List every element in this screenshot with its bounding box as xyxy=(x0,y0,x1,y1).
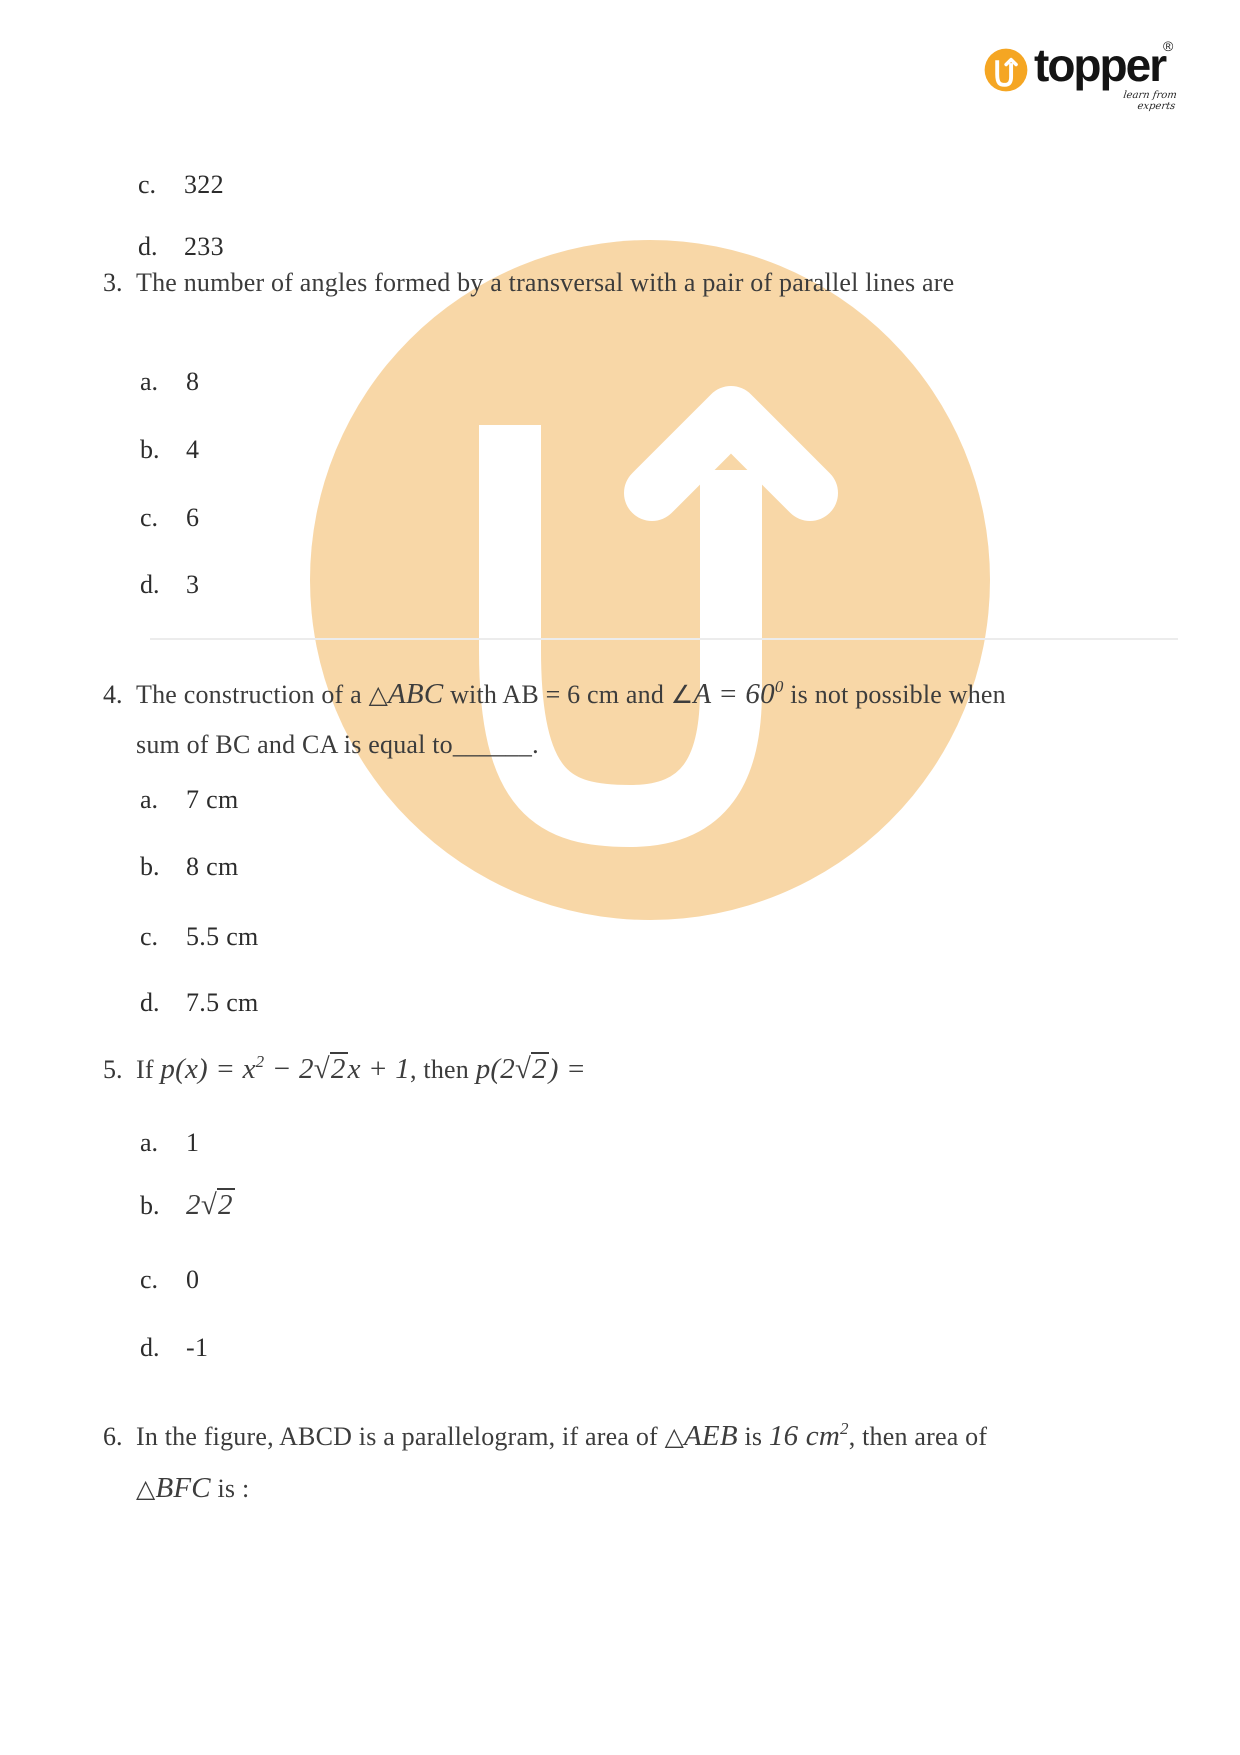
text-segment: , then xyxy=(410,1055,476,1084)
option-value: 1 xyxy=(186,1128,200,1157)
utopper-logo xyxy=(980,38,1190,112)
radical xyxy=(515,1053,549,1085)
math-segment: p(2 xyxy=(475,1053,515,1085)
text-segment: is xyxy=(737,1422,769,1451)
option-value: 7 cm xyxy=(186,785,239,814)
option-value: 4 xyxy=(186,435,200,464)
text-segment: If xyxy=(136,1055,161,1084)
option-value: -1 xyxy=(186,1333,209,1362)
option-label: d. xyxy=(138,232,158,261)
option-value: 233 xyxy=(184,232,224,261)
option-row xyxy=(138,170,224,200)
brand-name: topper xyxy=(1034,39,1166,91)
text-segment: with AB = 6 cm and xyxy=(443,680,671,709)
question-5 xyxy=(103,1052,586,1086)
math-segment: p(x) = x xyxy=(160,1053,256,1085)
section-divider xyxy=(150,638,1178,640)
text-segment: , then area of xyxy=(848,1422,988,1451)
option-label: a. xyxy=(140,785,159,814)
option-label: c. xyxy=(140,1265,159,1294)
option-row xyxy=(140,1128,199,1158)
question-4-line2: sum of BC and CA is equal to______. xyxy=(136,730,539,759)
text-segment: is : xyxy=(210,1474,250,1503)
utopper-watermark xyxy=(300,230,1000,930)
math-segment: ABC xyxy=(388,678,444,710)
sqrt-sign: √ xyxy=(514,1053,532,1085)
radical xyxy=(314,1053,348,1085)
superscript: 2 xyxy=(840,1419,849,1438)
radicand: 2 xyxy=(532,1053,547,1085)
option-label: a. xyxy=(140,367,159,396)
math-segment: BFC xyxy=(155,1472,211,1504)
sqrt-sign: √ xyxy=(313,1053,330,1085)
math-segment: A = 60 xyxy=(693,678,775,710)
triangle-symbol: △ xyxy=(136,1474,156,1503)
option-label: c. xyxy=(140,503,159,532)
option-row xyxy=(140,1188,235,1222)
text-segment: is not possible when xyxy=(783,680,1006,709)
option-label: b. xyxy=(140,1191,160,1220)
question-text: The number of angles formed by a transversal with a pair of parallel lines are xyxy=(136,268,955,297)
option-row xyxy=(140,988,259,1018)
option-label: a. xyxy=(140,1128,159,1157)
text-segment: The construction of a xyxy=(136,680,369,709)
question-text xyxy=(136,1052,586,1086)
option-row xyxy=(140,922,259,952)
math-segment: − 2 xyxy=(264,1053,314,1085)
text-segment: In the figure, ABCD is a parallelogram, if area of xyxy=(136,1422,665,1451)
triangle-symbol: △ xyxy=(368,680,388,709)
triangle-symbol: △ xyxy=(664,1422,685,1451)
radicand: 2 xyxy=(330,1053,346,1085)
option-row xyxy=(140,503,199,533)
option-label: d. xyxy=(140,570,160,599)
option-row xyxy=(140,367,199,397)
question-number: 3. xyxy=(103,268,123,297)
option-value: 8 cm xyxy=(186,852,239,881)
question-number: 6. xyxy=(103,1422,123,1451)
option-row xyxy=(140,435,199,465)
option-label: c. xyxy=(140,922,159,951)
option-row xyxy=(140,570,199,600)
radical xyxy=(201,1189,235,1221)
math-segment: ) = xyxy=(548,1053,586,1085)
question-6-line2 xyxy=(136,1472,249,1505)
u-arrow-icon xyxy=(984,48,1028,92)
registered-trademark: ® xyxy=(1163,38,1174,54)
option-label: c. xyxy=(138,170,157,199)
question-4 xyxy=(103,678,1006,711)
option-label: b. xyxy=(140,852,160,881)
superscript: 0 xyxy=(774,677,784,696)
option-label: d. xyxy=(140,1333,160,1362)
option-value: 6 xyxy=(186,503,200,532)
option-row xyxy=(140,1265,199,1295)
option-value: 0 xyxy=(186,1265,200,1294)
question-3 xyxy=(103,268,954,298)
option-row xyxy=(140,1333,208,1363)
math-segment: AEB xyxy=(684,1420,738,1452)
option-value: 3 xyxy=(186,570,200,599)
question-number: 5. xyxy=(103,1055,123,1084)
superscript: 2 xyxy=(255,1052,265,1071)
option-label: b. xyxy=(140,435,160,464)
question-text xyxy=(136,678,1006,711)
sqrt-sign: √ xyxy=(200,1189,218,1221)
radicand: 2 xyxy=(218,1189,233,1221)
option-row xyxy=(140,852,238,882)
option-row xyxy=(138,232,224,262)
math-segment: x + 1 xyxy=(347,1053,411,1085)
math-segment: 16 cm xyxy=(768,1420,840,1452)
question-number: 4. xyxy=(103,680,123,709)
option-value xyxy=(186,1188,235,1222)
option-value: 5.5 cm xyxy=(186,922,259,951)
option-label: d. xyxy=(140,988,160,1017)
option-row xyxy=(140,785,238,815)
question-text xyxy=(136,1420,987,1453)
math-segment: 2 xyxy=(186,1189,201,1221)
angle-symbol: ∠ xyxy=(670,680,694,709)
question-6 xyxy=(103,1420,987,1453)
option-value: 7.5 cm xyxy=(186,988,259,1017)
brand-tagline: learn from experts xyxy=(1122,90,1178,112)
option-value: 8 xyxy=(186,367,200,396)
option-value: 322 xyxy=(184,170,224,199)
